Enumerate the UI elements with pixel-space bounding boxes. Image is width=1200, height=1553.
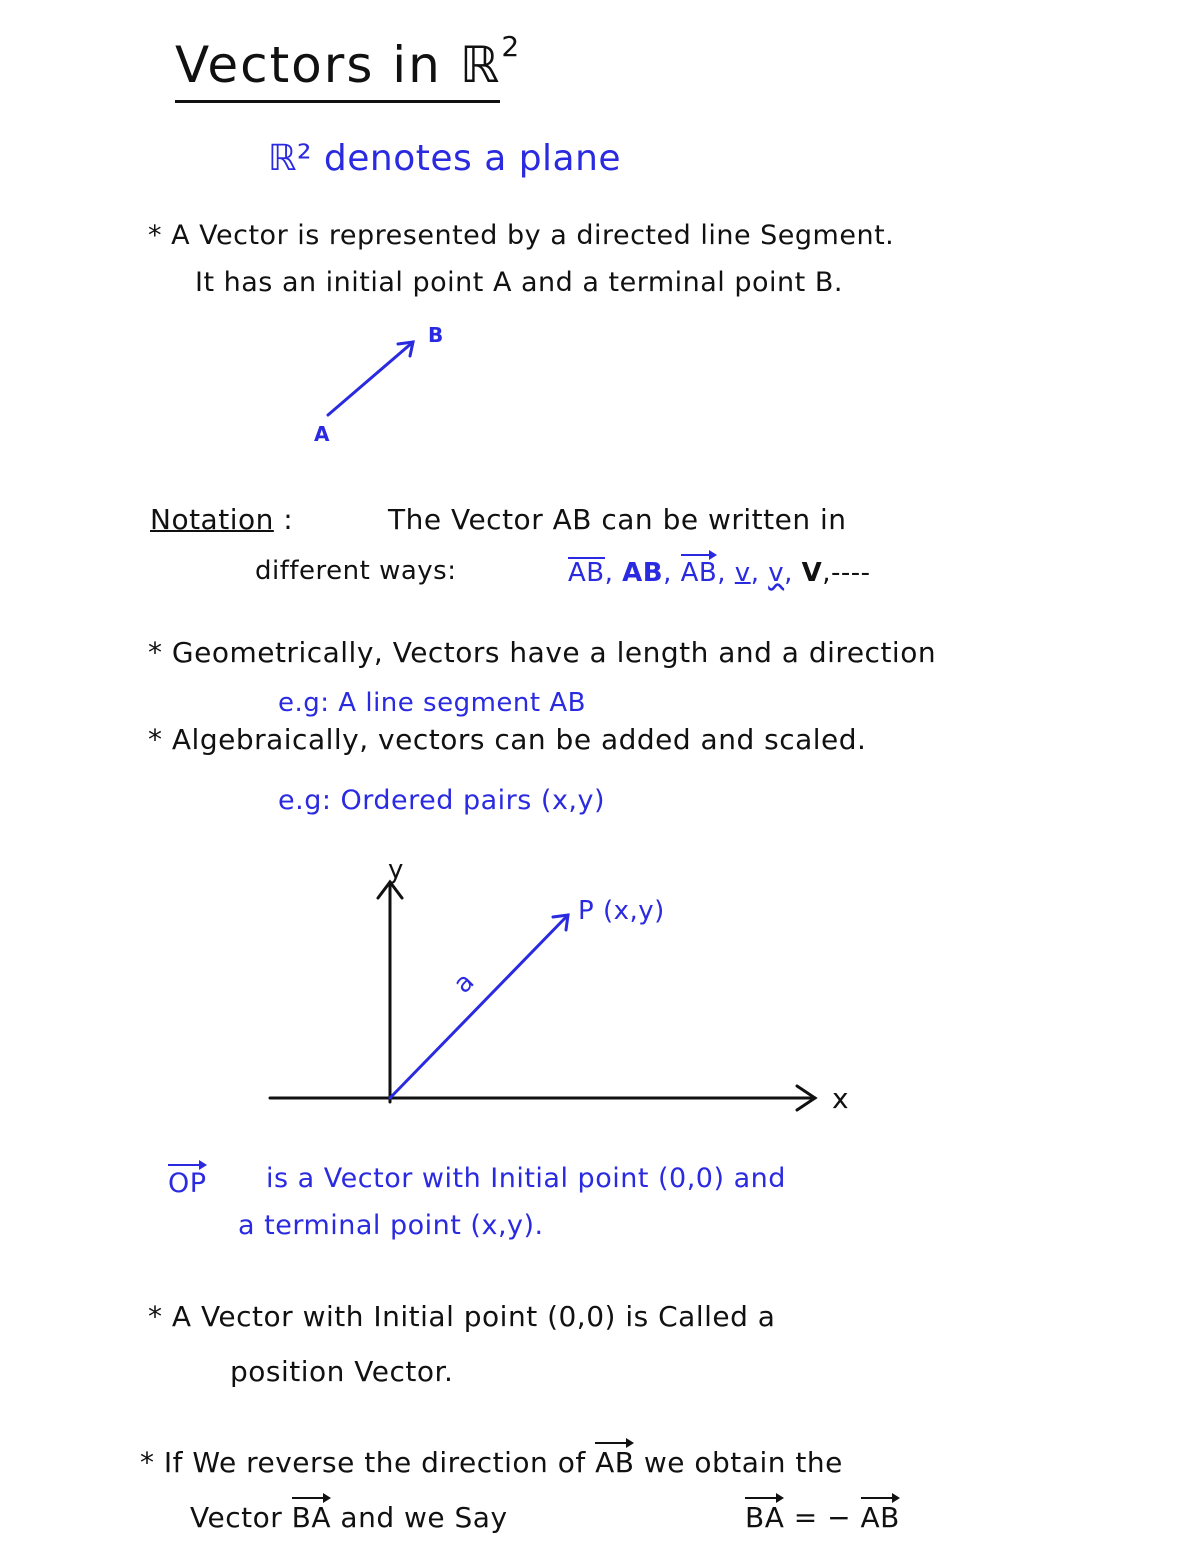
fig2-vector-op [390,915,568,1098]
fig2-x-label: x [832,1082,850,1115]
geometric-line: * Geometrically, Vectors have a length and a direction [148,636,937,669]
algebraic-example: e.g: Ordered pairs (x,y) [278,785,606,816]
equation-lhs: BA [745,1495,784,1534]
title-text: Vectors in ℝ [175,36,502,94]
definition-line-1: * A Vector is represented by a directed line Segment. [148,220,895,251]
reverse-line-2-a: Vector [190,1501,283,1534]
reverse-line-1-a: * If We reverse the direction of [140,1446,586,1479]
fig2-axes [270,882,815,1110]
title-superscript: 2 [501,30,522,63]
fig2-y-label: y [388,855,404,885]
definition-line-2: It has an initial point A and a terminal point B. [195,267,843,298]
notation-ways: AB, AB, AB, v, v, V,---- [568,552,871,588]
op-line-2: a terminal point (x,y). [238,1210,544,1241]
way-bold-capital: V [801,558,823,588]
fig1-vector-arrow [328,342,413,415]
op-vector-line [390,915,568,1098]
reverse-vec-ab: AB [595,1440,634,1479]
fig1-vector-line [328,342,413,415]
fig2-vector-label: a [447,966,481,1000]
fig1-label-b: B [428,323,444,347]
way-tilde: v [768,558,785,588]
position-line-2: position Vector. [230,1355,454,1388]
way-arrow: AB [681,552,718,588]
reverse-vec-ba: BA [292,1495,331,1534]
fig1-label-a: A [314,422,330,446]
notation-line-1: The Vector AB can be written in [388,503,847,536]
geometric-example: e.g: A line segment AB [278,688,586,718]
reverse-line-2-b: and we Say [340,1501,508,1534]
position-line-1: * A Vector with Initial point (0,0) is Called a [148,1300,776,1333]
ways-ellipsis: ,---- [822,558,871,588]
way-overline: AB [568,558,605,588]
equation-mid: = − [793,1501,852,1534]
op-line-1: is a Vector with Initial point (0,0) and [266,1163,786,1194]
subtitle: ℝ² denotes a plane [268,138,622,179]
way-bold: AB [622,558,664,588]
notation-colon: : [283,503,294,536]
algebraic-line: * Algebraically, vectors can be added and scaled. [148,723,867,756]
notation-label: Notation [150,503,274,536]
notation-line-2-prefix: different ways: [255,556,457,586]
op-vector-symbol: OP [168,1162,207,1199]
way-underline: v [734,558,751,588]
equation-rhs: AB [861,1495,900,1534]
fig2-point-label: P (x,y) [578,896,665,926]
reverse-line-1-b: we obtain the [643,1446,843,1479]
